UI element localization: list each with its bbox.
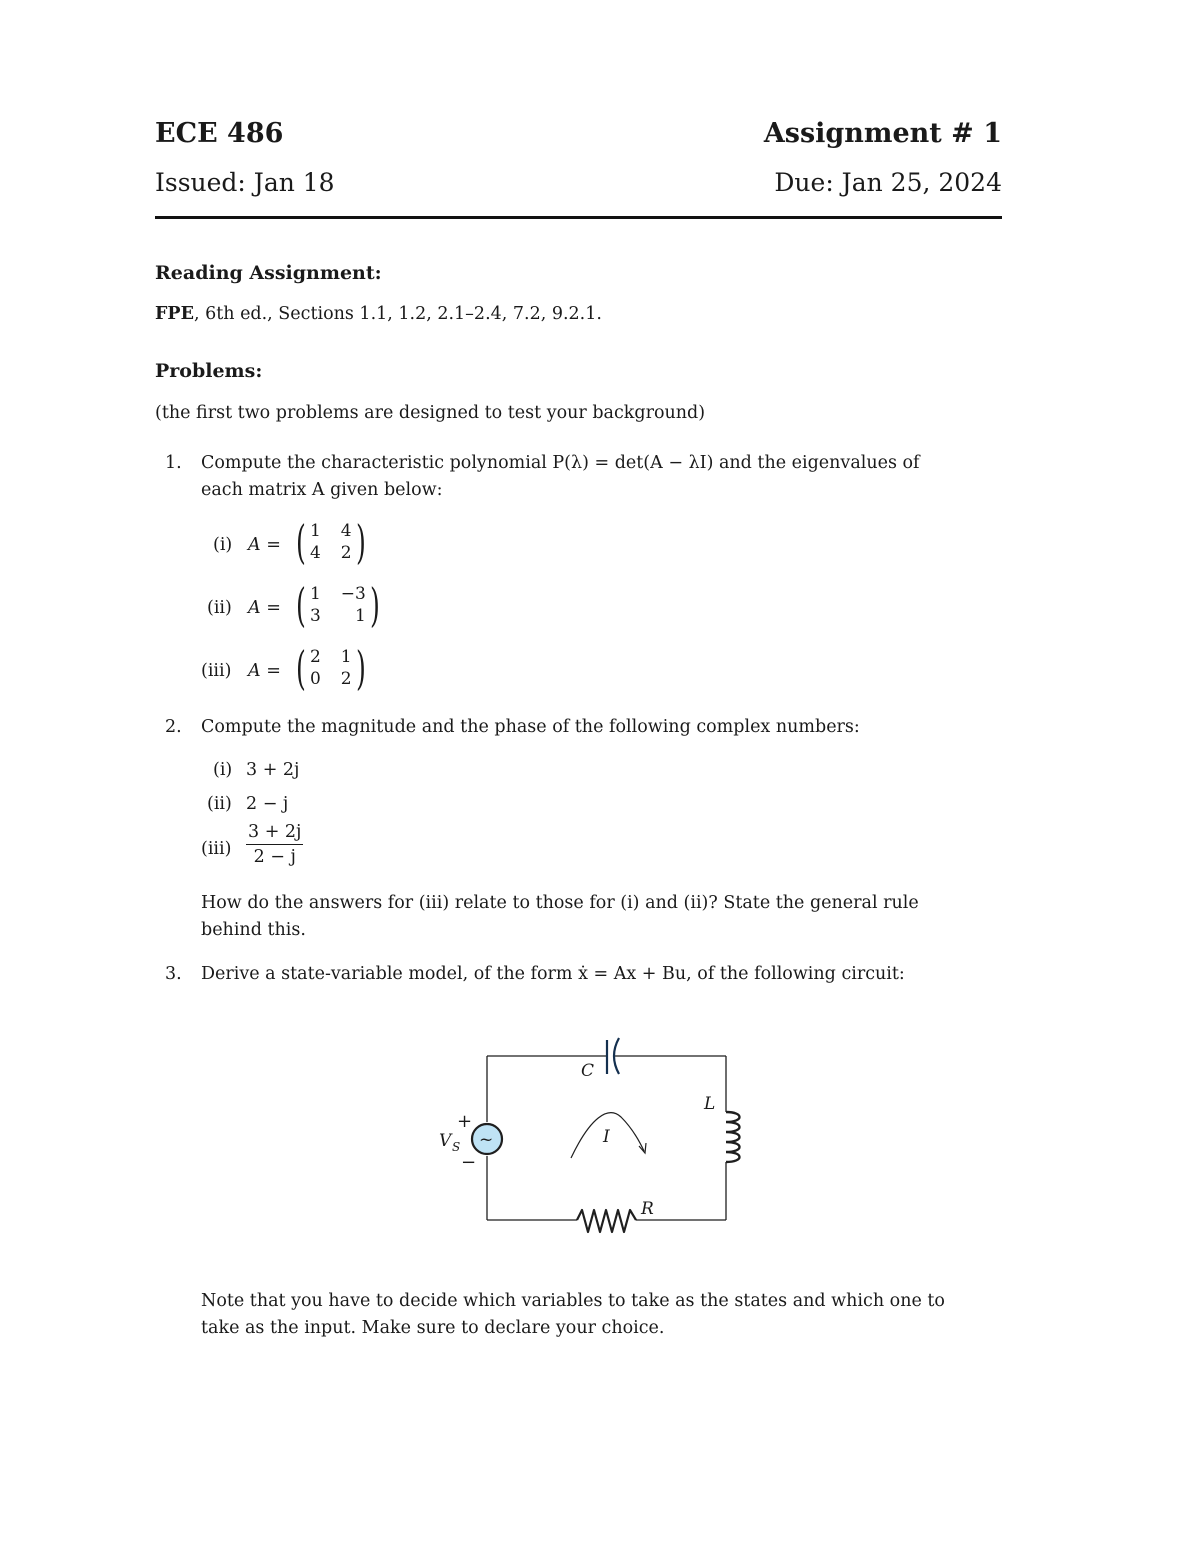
left-paren: ( — [296, 641, 306, 695]
problem-3-number: 3. — [165, 964, 182, 984]
p2-part-i-label: (i) — [213, 760, 233, 780]
inductor-icon — [726, 1112, 740, 1162]
matrix-cell: 2 — [340, 543, 352, 563]
course-title: ECE 486 — [155, 118, 284, 149]
current-label: I — [603, 1127, 610, 1147]
problems-note: (the first two problems are designed to test your background) — [155, 403, 706, 423]
issued-date: Issued: Jan 18 — [155, 168, 335, 197]
matrix-cell: 1 — [309, 584, 321, 604]
problem-3-line1: Derive a state-variable model, of the form ẋ = Ax + Bu, of the following circuit: — [201, 964, 905, 984]
right-paren: ) — [355, 515, 366, 569]
matrix-cell: 2 — [309, 647, 321, 667]
p2-part-ii-expr: 2 − j — [246, 794, 289, 814]
resistor-label: R — [641, 1199, 654, 1219]
problem-1-number: 1. — [165, 453, 182, 473]
p1-part-ii-label: (ii) — [207, 598, 232, 618]
matrix-cell: 0 — [309, 669, 321, 689]
p2-part-iii-fraction — [246, 822, 303, 867]
p1-part-iii-label: (iii) — [201, 661, 232, 681]
p1-part-iii-matrix — [292, 641, 370, 695]
resistor-icon — [577, 1210, 636, 1232]
p1-part-i-matrix — [292, 515, 370, 569]
problem-2-question-line2: behind this. — [201, 920, 306, 940]
matrix-cell: 1 — [340, 647, 352, 667]
capacitor-label: C — [581, 1061, 595, 1081]
matrix-cell: −3 — [340, 584, 366, 604]
problem-2-line1: Compute the magnitude and the phase of the following complex numbers: — [201, 717, 860, 737]
rlc-circuit-diagram — [420, 1020, 780, 1250]
p2-part-iii-label: (iii) — [201, 839, 232, 859]
matrix-cell: 4 — [309, 543, 321, 563]
header-rule — [155, 216, 1002, 219]
matrix-cell: 1 — [309, 521, 321, 541]
right-paren: ) — [369, 578, 380, 632]
left-paren: ( — [296, 578, 306, 632]
matrix-grid — [310, 520, 352, 564]
p1-part-iii-lhs: A = — [248, 661, 281, 681]
source-label: V — [439, 1131, 452, 1151]
left-paren: ( — [296, 515, 306, 569]
source-label-subscript: S — [452, 1140, 461, 1154]
problem-2-number: 2. — [165, 717, 182, 737]
p1-part-i-label: (i) — [213, 535, 233, 555]
p2-part-i-expr: 3 + 2j — [246, 760, 300, 780]
source-plus-sign: + — [457, 1111, 473, 1132]
ac-wave-icon: ~ — [479, 1130, 494, 1150]
source-minus-sign: − — [461, 1152, 477, 1173]
matrix-cell: 2 — [340, 669, 352, 689]
problem-3-note-line1: Note that you have to decide which variables to take as the states and which one to — [201, 1291, 945, 1311]
p2-part-ii-label: (ii) — [207, 794, 232, 814]
reading-details: , 6th ed., Sections 1.1, 1.2, 2.1–2.4, 7.2, 9.2.1. — [193, 304, 602, 324]
inductor-label: L — [704, 1094, 716, 1114]
fraction-numerator: 3 + 2j — [246, 822, 303, 845]
matrix-cell: 1 — [355, 606, 366, 626]
matrix-cell: 4 — [340, 521, 352, 541]
matrix-cell: 3 — [309, 606, 321, 626]
p1-part-ii-lhs: A = — [248, 598, 281, 618]
problem-1-line2: each matrix A given below: — [201, 480, 443, 500]
matrix-grid — [310, 583, 366, 627]
reading-book: FPE — [155, 304, 194, 324]
fraction-denominator: 2 − j — [253, 847, 296, 867]
problem-3-note-line2: take as the input. Make sure to declare your choice. — [201, 1318, 665, 1338]
problem-2-question-line1: How do the answers for (iii) relate to those for (i) and (ii)? State the general rule — [201, 893, 919, 913]
due-date: Due: Jan 25, 2024 — [774, 168, 1002, 197]
matrix-grid — [310, 646, 352, 690]
p1-part-ii-matrix — [292, 578, 384, 632]
reading-heading: Reading Assignment: — [155, 262, 382, 284]
problems-heading: Problems: — [155, 360, 263, 382]
reading-text — [155, 304, 602, 324]
problem-1-line1: Compute the characteristic polynomial P(λ) = det(A − λI) and the eigenvalues of — [201, 453, 920, 473]
assignment-title: Assignment # 1 — [763, 118, 1002, 149]
right-paren: ) — [355, 641, 366, 695]
p1-part-i-lhs: A = — [248, 535, 281, 555]
